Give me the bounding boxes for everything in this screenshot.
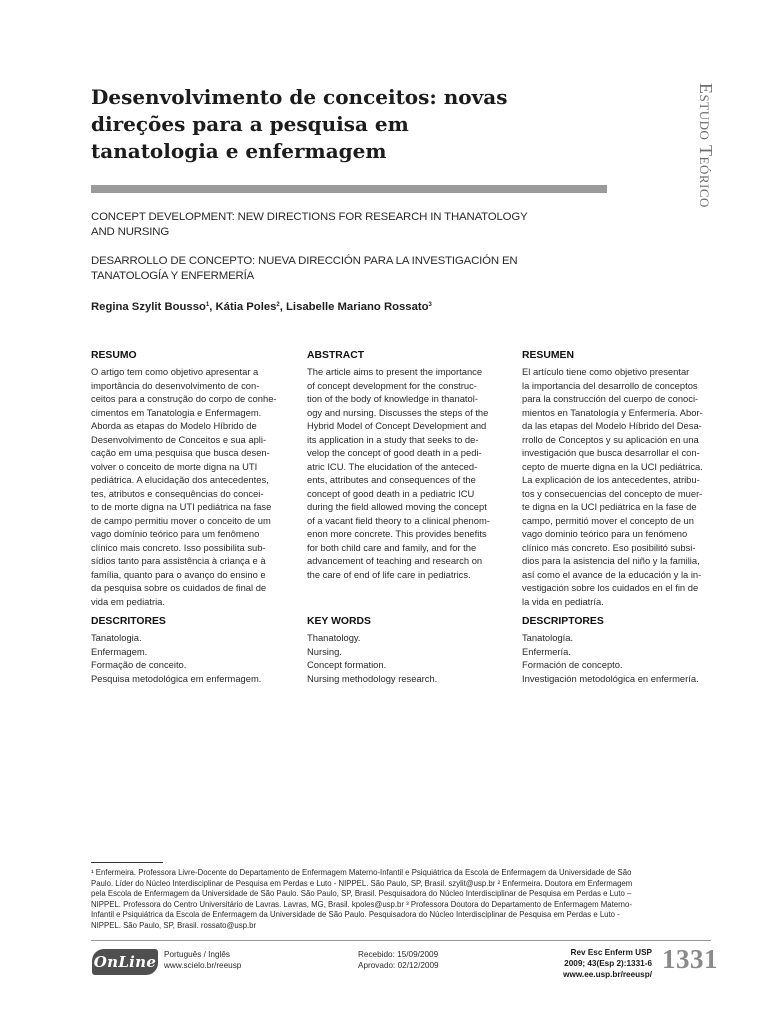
journal-url[interactable]: www.ee.usp.br/reeusp/ [563,970,652,979]
footnote-line: NIPPEL. Professora do Centro Universitário de Lavras. Lavras, MG, Brasil. kpoles@usp.br ³ Professora Doutora do Departamento de Enfermagem Materno- [91,899,632,909]
resumen-line: te digna en la UCI pediátrica en la fase de [522,501,697,512]
footnote-rule [91,862,163,863]
abstract-line: concept of good death in a pediatric ICU [307,487,475,499]
page-number: 1331 [662,944,718,974]
title-english-line: CONCEPT DEVELOPMENT: NEW DIRECTIONS FOR RESEARCH IN THANATOLOGY [91,211,528,223]
resumen-line: la vida en pediatría. [522,595,604,607]
resumen-line: El artículo tiene como objetivo presentar [522,366,690,377]
resumo-heading: RESUMO [91,350,137,361]
title-line: Desenvolvimento de conceitos: novas [91,85,508,109]
descritores-section [91,615,291,685]
abstract-line: of a vacant field theory to a clinical phenom- [307,514,490,526]
keyword-item: Thanatology. [307,632,361,643]
resumen-line: La explicación de los antecedentes, atribu- [522,474,700,485]
keyword-item: Formación de concepto. [522,659,623,670]
resumo-line: da pesquisa sobre os cuidados de final de [91,582,267,593]
title-english-line: AND NURSING [91,226,170,238]
footer-rule [91,940,711,941]
abstract-line: ents, attributes and consequences of the [307,474,476,485]
descriptores-section [522,615,722,685]
section-label-text: Estudo Teórico [695,82,716,208]
abstract-line: of concept development for the construc- [307,379,477,391]
resumen-line: tos y consecuencias del concepto de muer- [522,487,703,499]
resumo-line: Aborda as etapas do Modelo Híbrido de [91,420,257,431]
section-label [660,52,750,238]
title-spanish-line: DESARROLLO DE CONCEPTO: NUEVA DIRECCIÓN PARA LA INVESTIGACIÓN EN [91,255,518,267]
scielo-online-logo [92,949,158,975]
abstract-line: tion of the body of knowledge in thanatol- [307,393,478,404]
resumo-section [91,349,286,608]
journal-volume: 2009; 43(Esp 2):1331-6 [564,959,652,968]
footer-approved-date: Aprovado: 02/12/2009 [358,961,439,970]
abstract-heading: ABSTRACT [307,350,365,361]
footnote-line: ¹ Enfermeira. Professora Livre-Docente do Departamento de Enfermagem Materno-Infantil e Psiquiátrica da Escola de Enfermagem da Universidade de São [91,868,632,877]
resumo-line: volver o conceito de morte digna na UTI [91,460,258,472]
resumo-line: cimentos em Tanatologia e Enfermagem. [91,406,262,418]
descriptores-heading: DESCRIPTORES [522,616,604,627]
abstract-line: Hybrid Model of Concept Development and [307,420,487,431]
keyword-item: Tanatología. [522,632,574,643]
resumo-line: tes, atributos e consequências do concei- [91,487,264,499]
footer-journal-citation [500,947,652,980]
resumo-line: família, quanto para o avanço do ensino e [91,568,266,580]
resumen-line: dios para la asistencia del niño y la familia, [522,555,700,566]
abstract-line: The article aims to present the importance [307,366,483,377]
title-spanish-line: TANATOLOGÍA Y ENFERMERÍA [91,270,255,282]
resumo-line: clínico mais concreto. Isso possibilita sub- [91,541,266,553]
footer-url[interactable]: www.scielo.br/reeusp [164,961,242,970]
author-name: Kátia Poles [215,301,277,313]
resumen-line: la importancia del desarrollo de conceptos [522,379,698,391]
abstract-line: enon more concrete. This provides benefits [307,528,487,539]
title-line: direções para a pesquisa em [91,112,409,136]
resumo-line: Desenvolvimento de Conceitos e sua apli- [91,433,267,445]
resumen-line: mientos en Tanatología y Enfermería. Abor- [522,406,703,418]
resumen-line: da las etapas del Modelo Híbrido del Desa- [522,420,702,431]
resumen-line: cepto de muerte digna en la UCI pediátrica. [522,460,703,472]
keyword-item: Enfermagem. [91,645,148,657]
key-words-heading: KEY WORDS [307,616,371,627]
author-affiliation-mark: 2 [276,302,280,308]
resumen-line: vestigación sobre los cuidados en el fin de [522,582,699,593]
title-divider-bar [91,185,607,193]
resumo-line: pediátrica. A elucidação dos antecedentes, [91,474,269,485]
title-spanish [91,254,611,284]
resumen-line: investigación que busca desarrollar el con- [522,447,700,458]
footer-languages: Português / Inglês [164,950,230,959]
resumen-section [522,349,717,608]
keyword-item: Tanatologia. [91,632,142,643]
keyword-item: Investigación metodológica en enfermería. [522,672,699,684]
title-english [91,210,611,240]
footnote-line: Infantil e Psiquiátrica da Escola de Enfermagem da Universidade de São Paulo. Pesquisadora do Núcleo Interdisciplinar de Pesquisa em Perdas e Luto - [91,910,620,920]
resumen-line: para la construcción del cuerpo de conoci- [522,393,699,404]
resumo-line: O artigo tem como objetivo apresentar a [91,366,259,377]
abstract-line: its application in a study that seeks to de- [307,433,479,445]
author-separator: , [279,301,287,313]
abstract-line: atric ICU. The elucidation of the anteced- [307,460,478,472]
abstract-line: velop the concept of good death in a pedi- [307,447,482,458]
resumo-line: vago domínio teórico para um fenômeno [91,528,260,539]
resumo-line: ceitos para a construção do corpo de conhe- [91,393,277,404]
resumo-line: vida em pediatria. [91,595,165,607]
keyword-item: Nursing. [307,645,342,657]
footnote-line: NIPPEL. São Paulo, SP, Brasil. rossato@usp.br [91,920,257,930]
resumo-line: sídios tanto para assistência à criança e à [91,555,266,566]
resumen-line: así como el avance de la educación y la in- [522,568,702,580]
abstract-line: advancement of teaching and research on [307,555,483,566]
keyword-item: Pesquisa metodológica em enfermagem. [91,672,262,684]
keyword-item: Concept formation. [307,659,387,670]
online-logo-text: OnLine [93,953,157,971]
author-affiliation-mark: 3 [428,302,432,308]
abstract-line: during the field allowed moving the concept [307,501,487,512]
keyword-item: Nursing methodology research. [307,672,438,684]
resumo-line: importância do desenvolvimento de con- [91,379,260,391]
resumo-line: cação em uma pesquisa que busca desen- [91,447,270,458]
resumen-line: vago dominio teórico para un fenómeno [522,528,688,539]
footnote-line: pela Escola de Enfermagem da Universidade de São Paulo. São Paulo, SP, Brasil. Pesquisadora do Núcleo Interdisciplinar de Pesquisa em Perdas e Luto – [91,889,632,899]
resumen-line: campo, permitió mover el concepto de un [522,514,694,526]
footer-dates [358,949,439,971]
abstract-section [307,349,502,581]
abstract-line: the care of end of life care in pediatrics. [307,568,471,580]
author-list [91,301,432,313]
author-affiliation-mark: 1 [205,302,210,308]
resumo-line: to de morte digna na UTI pediátrica na fase [91,501,272,512]
keyword-item: Formação de conceito. [91,659,187,670]
key-words-section [307,615,507,685]
journal-name: Rev Esc Enferm USP [570,948,652,957]
abstract-line: ogy and nursing. Discusses the steps of the [307,406,489,418]
author-separator: , [209,301,216,313]
footnote-line: Paulo. Líder do Núcleo Interdisciplinar de Pesquisa em Perdas e Luto - NIPPEL. São Paulo, SP, Brasil. szylit@usp.br ² Enfermeira. Doutora em Enfermagem [91,878,633,888]
article-title [91,84,611,165]
resumen-line: clínico más concreto. Eso posibilitó subsi- [522,541,696,553]
footer-received-date: Recebido: 15/09/2009 [358,950,439,959]
resumen-heading: RESUMEN [522,350,574,361]
title-line: tanatologia e enfermagem [91,139,387,163]
keyword-item: Enfermería. [522,645,571,657]
footer-access-info [164,949,241,971]
descritores-heading: DESCRITORES [91,616,166,627]
affiliation-footnotes [91,868,716,932]
author-name: Lisabelle Mariano Rossato [286,301,429,313]
abstract-line: for both child care and family, and for the [307,541,477,553]
author-name: Regina Szylit Bousso [91,301,206,313]
resumen-line: rrollo de Conceptos y su aplicación en una [522,433,699,445]
resumo-line: de campo permitiu mover o conceito de um [91,514,271,526]
